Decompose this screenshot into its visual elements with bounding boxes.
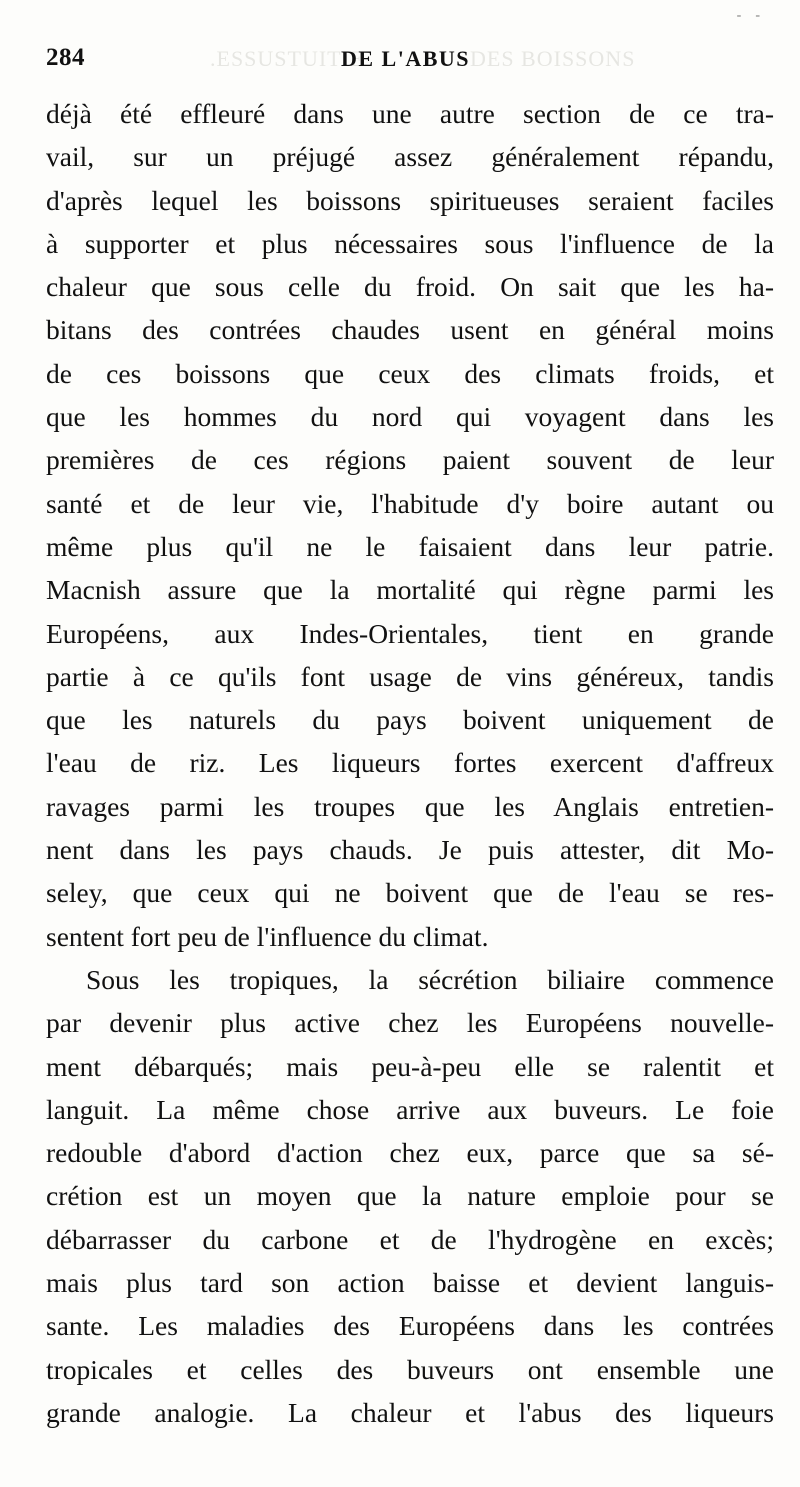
text-line: mais plus tard son action baisse et devient languis-: [46, 1267, 774, 1299]
text-line: que les hommes du nord qui voyagent dans les: [46, 401, 774, 433]
text-line: même plus qu'il ne le faisaient dans leur patrie.: [46, 530, 774, 562]
text-line: chaleur que sous celle du froid. On sait que les ha-: [46, 271, 774, 303]
paragraph-2: [46, 958, 774, 1434]
bleed-through-text-right: DES BOISSONS: [470, 46, 636, 71]
paragraph-1: [46, 92, 774, 958]
text-line: sante. Les maladies des Européens dans les contrées: [46, 1310, 774, 1342]
text-line: d'après lequel les boissons spiritueuses seraient faciles: [46, 184, 774, 216]
corner-marks: ‐ ‐: [736, 8, 760, 23]
text-line: partie à ce qu'ils font usage de vins généreux, tandis: [46, 660, 774, 692]
text-line: vail, sur un préjugé assez généralement répandu,: [46, 141, 774, 173]
text-line: Européens, aux Indes-Orientales, tient en grande: [46, 617, 774, 649]
page-header: [46, 44, 772, 78]
text-line: que les naturels du pays boivent uniquement de: [46, 704, 774, 736]
text-line: grande analogie. La chaleur et l'abus des liqueurs: [46, 1396, 774, 1428]
text-line: tropicales et celles des buveurs ont ensemble une: [46, 1353, 774, 1385]
running-head: DE L'ABUS: [341, 46, 471, 71]
text-line: à supporter et plus nécessaires sous l'influence de la: [46, 227, 774, 259]
text-line: déjà été effleuré dans une autre section de ce tra-: [46, 98, 774, 129]
text-line: ment débarqués; mais peu-à-peu elle se ralentit et: [46, 1050, 774, 1082]
text-line: Macnish assure que la mortalité qui règne parmi les: [46, 574, 774, 606]
text-line: languit. La même chose arrive aux buveurs. Le foie: [46, 1093, 774, 1125]
page-number: 284: [46, 44, 85, 71]
text-line: de ces boissons que ceux des climats froids, et: [46, 357, 774, 389]
text-line: sentent fort peu de l'influence du climat.: [46, 920, 489, 952]
text-line: seley, que ceux qui ne boivent que de l'eau se res-: [46, 877, 774, 909]
text-line: crétion est un moyen que la nature emploie pour se: [46, 1180, 774, 1212]
text-line: nent dans les pays chauds. Je puis attester, dit Mo-: [46, 834, 774, 866]
text-line: débarrasser du carbone et de l'hydrogène en excès;: [46, 1223, 774, 1255]
text-line: par devenir plus active chez les Européens nouvelle-: [46, 1007, 774, 1039]
text-line: bitans des contrées chaudes usent en général moins: [46, 314, 774, 346]
bleed-through-text-left: .ESSUSTUITIE: [210, 46, 365, 71]
text-line: l'eau de riz. Les liqueurs fortes exercent d'affreux: [46, 747, 774, 779]
body-text: [46, 92, 774, 1434]
text-line: santé et de leur vie, l'habitude d'y boire autant ou: [46, 487, 774, 519]
text-line: Sous les tropiques, la sécrétion biliaire commence: [86, 963, 774, 995]
text-line: redouble d'abord d'action chez eux, parce que sa sé-: [46, 1137, 774, 1169]
text-line: premières de ces régions paient souvent de leur: [46, 444, 774, 476]
text-line: ravages parmi les troupes que les Anglais entretien-: [46, 790, 774, 822]
